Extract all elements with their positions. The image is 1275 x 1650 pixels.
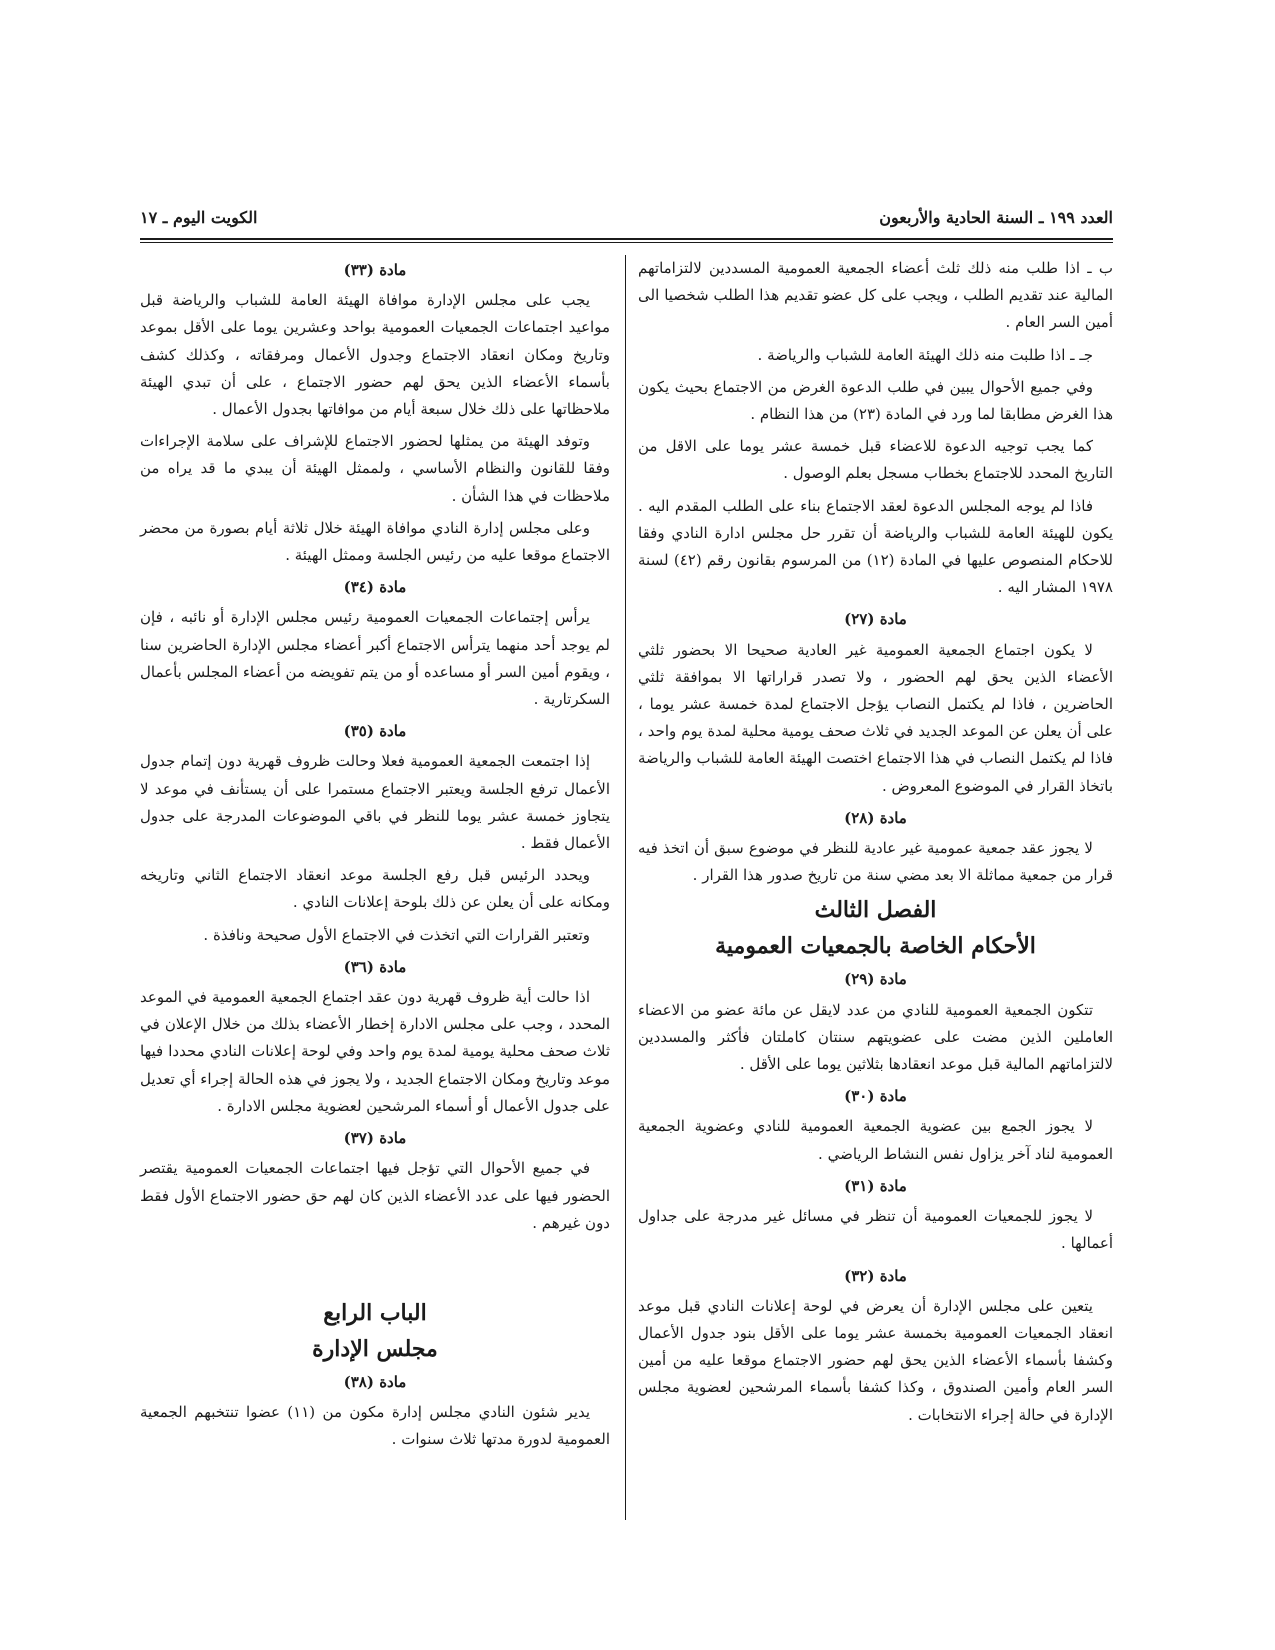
paragraph: ويحدد الرئيس قبل رفع الجلسة موعد انعقاد الاجتماع الثاني وتاريخه ومكانه على أن يعلن عن ذلك بلوحة إعلانات النادي . (140, 866, 610, 912)
right-column (638, 255, 1113, 1434)
part-title: مجلس الإدارة (312, 1335, 438, 1362)
paragraph: لا يجوز الجمع بين عضوية الجمعية العمومية للنادي وعضوية الجمعية العمومية لناد آخر يزاول نفس النشاط الرياضي . (638, 1117, 1113, 1163)
article-heading: مادة (٣٠) (844, 1087, 907, 1106)
paragraph: في جميع الأحوال التي تؤجل فيها اجتماعات الجمعيات العمومية يقتصر الحضور فيها على عدد الأعضاء الذين كان لهم حق حضور الاجتماع الأول فقط دون غيرهم . (140, 1159, 610, 1232)
paragraph: لا يكون اجتماع الجمعية العمومية غير العادية صحيحا الا بحضور ثلثي الأعضاء الذين يحق لهم الحضور ، ولا تصدر قراراتها الا بموافقة ثلثي الحاضرين ، فاذا لم يكتمل النصاب يؤجل الاجتماع لمدة خمسة عشر يوما ، على أن يعلن عن الموعد الجديد في ثلاث صحف يومية محلية لمدة يوم واحد ، فاذا لم يكتمل النصاب في هذا الاجتماع اختصت الهيئة العامة للشباب والرياضة باتخاذ القرار في الموضوع المعروض . (638, 640, 1113, 795)
paragraph: ب ـ اذا طلب منه ذلك ثلث أعضاء الجمعية العمومية المسددين لالتزاماتهم المالية عند تقديم الطلب ، ويجب على كل عضو تقديم هذا الطلب شخصيا الى أمين السر العام . (638, 259, 1113, 332)
paragraph: يدير شئون النادي مجلس إدارة مكون من (١١) عضوا تنتخبهم الجمعية العمومية لدورة مدتها ثلاث سنوات . (140, 1403, 610, 1449)
paragraph: وتوفد الهيئة من يمثلها لحضور الاجتماع للإشراف على سلامة الإجراءات وفقا للقانون والنظام الأساسي ، ولممثل الهيئة أن يبدي ما قد يراه من ملاحظات في هذا الشأن . (140, 432, 610, 505)
article-heading: مادة (٣٨) (343, 1372, 407, 1391)
chapter-title: الأحكام الخاصة بالجمعيات العمومية (715, 933, 1036, 960)
paragraph: يجب على مجلس الإدارة موافاة الهيئة العامة للشباب والرياضة قبل مواعيد اجتماعات الجمعيات العمومية بواحد وعشرين يوما على الأقل بموعد وتاريخ ومكان انعقاد الاجتماع وجدول الأعمال ومرفقاته ، وكذلك كشف بأسماء الأعضاء الذين يحق لهم حضور الاجتماع ، على أن تبدي الهيئة ملاحظاتها على ذلك خلال سبعة أيام من موافاتها بجدول الأعمال . (140, 291, 610, 419)
article-heading: مادة (٣٧) (343, 1129, 407, 1148)
article-heading: مادة (٣١) (844, 1176, 907, 1195)
paragraph: فاذا لم يوجه المجلس الدعوة لعقد الاجتماع بناء على الطلب المقدم اليه . يكون للهيئة العامة للشباب والرياضة أن تقرر حل مجلس ادارة النادي وفقا للاحكام المنصوص عليها في المادة (١٢) من المرسوم بقانون رقم (٤٢) لسنة ١٩٧٨ المشار اليه . (638, 496, 1113, 597)
issue-header: العدد ١٩٩ ـ السنة الحادية والأربعون (879, 208, 1113, 227)
article-heading: مادة (٣٥) (343, 722, 407, 741)
paragraph: يتعين على مجلس الإدارة أن يعرض في لوحة إعلانات النادي قبل موعد انعقاد الجمعيات العمومية بخمسة عشر يوما على الأقل بنود جدول الأعمال وكشفا بأسماء الأعضاء الذين يحق لهم حضور الاجتماع موقعا عليه من أمين السر العام وأمين الصندوق ، وكذا كشفا بأسماء المرشحين لعضوية مجلس الإدارة في حالة إجراء الانتخابات . (638, 1296, 1113, 1424)
paragraph: وتعتبر القرارات التي اتخذت في الاجتماع الأول صحيحة ونافذة . (203, 925, 590, 944)
paragraph: اذا حالت أية ظروف قهرية دون عقد اجتماع الجمعية العمومية في الموعد المحدد ، وجب على مجلس الادارة إخطار الأعضاء بذلك من خلال الإعلان في ثلاث صحف محلية يومية لمدة يوم واحد وفي لوحة إعلانات النادي محددا فيها موعد وتاريخ ومكان الاجتماع الجديد ، ولا يجوز في هذه الحالة إجراء أي تعديل على جدول الأعمال أو أسماء المرشحين لعضوية مجلس الادارة . (140, 988, 610, 1115)
article-heading: مادة (٢٩) (844, 970, 907, 989)
paragraph: لا يجوز عقد جمعية عمومية غير عادية للنظر في موضوع سبق أن اتخذ فيه قرار من جمعية مماثلة الا بعد مضي سنة من تاريخ صدور هذا القرار . (638, 839, 1113, 885)
gazette-page-number: الكويت اليوم ـ ١٧ (140, 208, 258, 227)
part-heading: الباب الرابع (323, 1299, 427, 1326)
chapter-heading: الفصل الثالث (814, 897, 937, 924)
article-heading: مادة (٣٢) (844, 1266, 907, 1285)
paragraph: لا يجوز للجمعيات العمومية أن تنظر في مسائل غير مدرجة على جداول أعمالها . (638, 1207, 1113, 1253)
left-column (140, 255, 610, 1459)
paragraph: تتكون الجمعية العمومية للنادي من عدد لايقل عن مائة عضو من الاعضاء العاملين الذين مضت على عضويتهم سنتان كاملتان فأكثر والمسددين لالتزاماتهم المالية قبل موعد انعقادها بثلاثين يوما على الأقل . (638, 1000, 1113, 1074)
header-rule-secondary (140, 242, 1113, 243)
column-divider (625, 255, 626, 1520)
paragraph: يرأس إجتماعات الجمعيات العمومية رئيس مجلس الإدارة أو نائبه ، فإن لم يوجد أحد منهما يترأس الاجتماع أكبر أعضاء مجلس الإدارة الحاضرين سنا ، ويقوم أمين السر أو مساعده أو من يتم تفويضه من أعضاء المجلس بأعمال السكرتارية . (140, 608, 610, 709)
paragraph: وعلى مجلس إدارة النادي موافاة الهيئة خلال ثلاثة أيام بصورة من محضر الاجتماع موقعا عليه من رئيس الجلسة وممثل الهيئة . (140, 518, 610, 565)
header-rule (140, 238, 1113, 240)
article-heading: مادة (٣٤) (343, 578, 407, 597)
article-heading: مادة (٢٧) (844, 610, 907, 629)
paragraph: وفي جميع الأحوال يبين في طلب الدعوة الغرض من الاجتماع بحيث يكون هذا الغرض مطابقا لما ورد في المادة (٢٣) من هذا النظام . (638, 377, 1113, 424)
article-heading: مادة (٢٨) (844, 808, 907, 827)
paragraph: جـ ـ اذا طلبت منه ذلك الهيئة العامة للشباب والرياضة . (757, 345, 1093, 364)
paragraph: إذا اجتمعت الجمعية العمومية فعلا وحالت ظروف قهرية دون إتمام جدول الأعمال ترفع الجلسة ويعتبر الاجتماع مستمرا على أن يستأنف في موعد لا يتجاوز خمسة عشر يوما للنظر في باقي الموضوعات المدرجة على جدول الأعمال فقط . (140, 752, 610, 853)
article-heading: مادة (٣٣) (343, 261, 407, 279)
article-heading: مادة (٣٦) (343, 957, 407, 976)
paragraph: كما يجب توجيه الدعوة للاعضاء قبل خمسة عشر يوما على الاقل من التاريخ المحدد للاجتماع بخطاب مسجل بعلم الوصول . (638, 437, 1113, 483)
